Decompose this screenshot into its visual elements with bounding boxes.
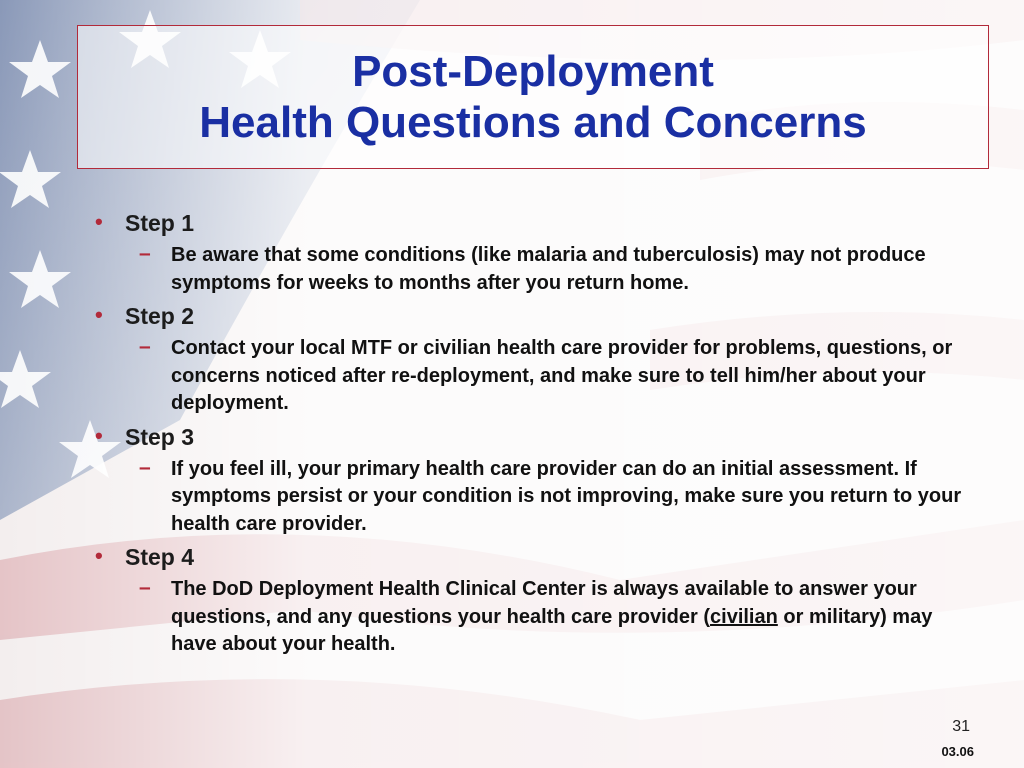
bullet-icon: • [95,209,103,234]
dash-icon: – [139,576,151,599]
footer-code: 03.06 [941,744,974,759]
dash-icon: – [139,455,151,479]
slide-title-line1: Post-Deployment [352,47,714,96]
step-2 [95,301,965,418]
dash-icon: – [139,242,151,265]
step-text: Contact your local MTF or civilian health care provider for problems, questions, or concerns noticed after re-deployment, and make sure to tell him/her about your deployment. [171,337,953,414]
slide-title-line2: Health Questions and Concerns [199,98,867,147]
step-text-after: or military) may have about your health. [171,605,933,655]
step-heading: Step 4 [125,544,195,570]
bullet-icon: • [95,543,103,568]
step-heading: Step 3 [125,423,195,450]
step-text: If you feel ill, your primary health care provider can do an initial assessment. If symptoms persist or your condition is not improving, make sure you return to your health care provider. [171,457,962,535]
step-text-before: The DoD Deployment Health Clinical Center is always available to answer your questions, and any questions your health care provider ( [171,578,917,628]
step-heading: Step 1 [125,210,195,236]
step-4 [95,542,965,659]
slide-title-box [77,25,989,169]
page-number: 31 [952,718,970,735]
dash-icon: – [139,335,151,358]
step-heading: Step 2 [125,303,195,329]
bullet-icon: • [95,302,103,327]
bullet-icon: • [95,422,103,448]
civilian-link[interactable]: civilian [710,605,778,628]
step-1 [95,208,965,297]
step-3 [95,422,965,539]
slide-body [95,208,965,663]
step-text: Be aware that some conditions (like malaria and tuberculosis) may not produce symptoms for weeks to months after you return home. [171,244,926,294]
